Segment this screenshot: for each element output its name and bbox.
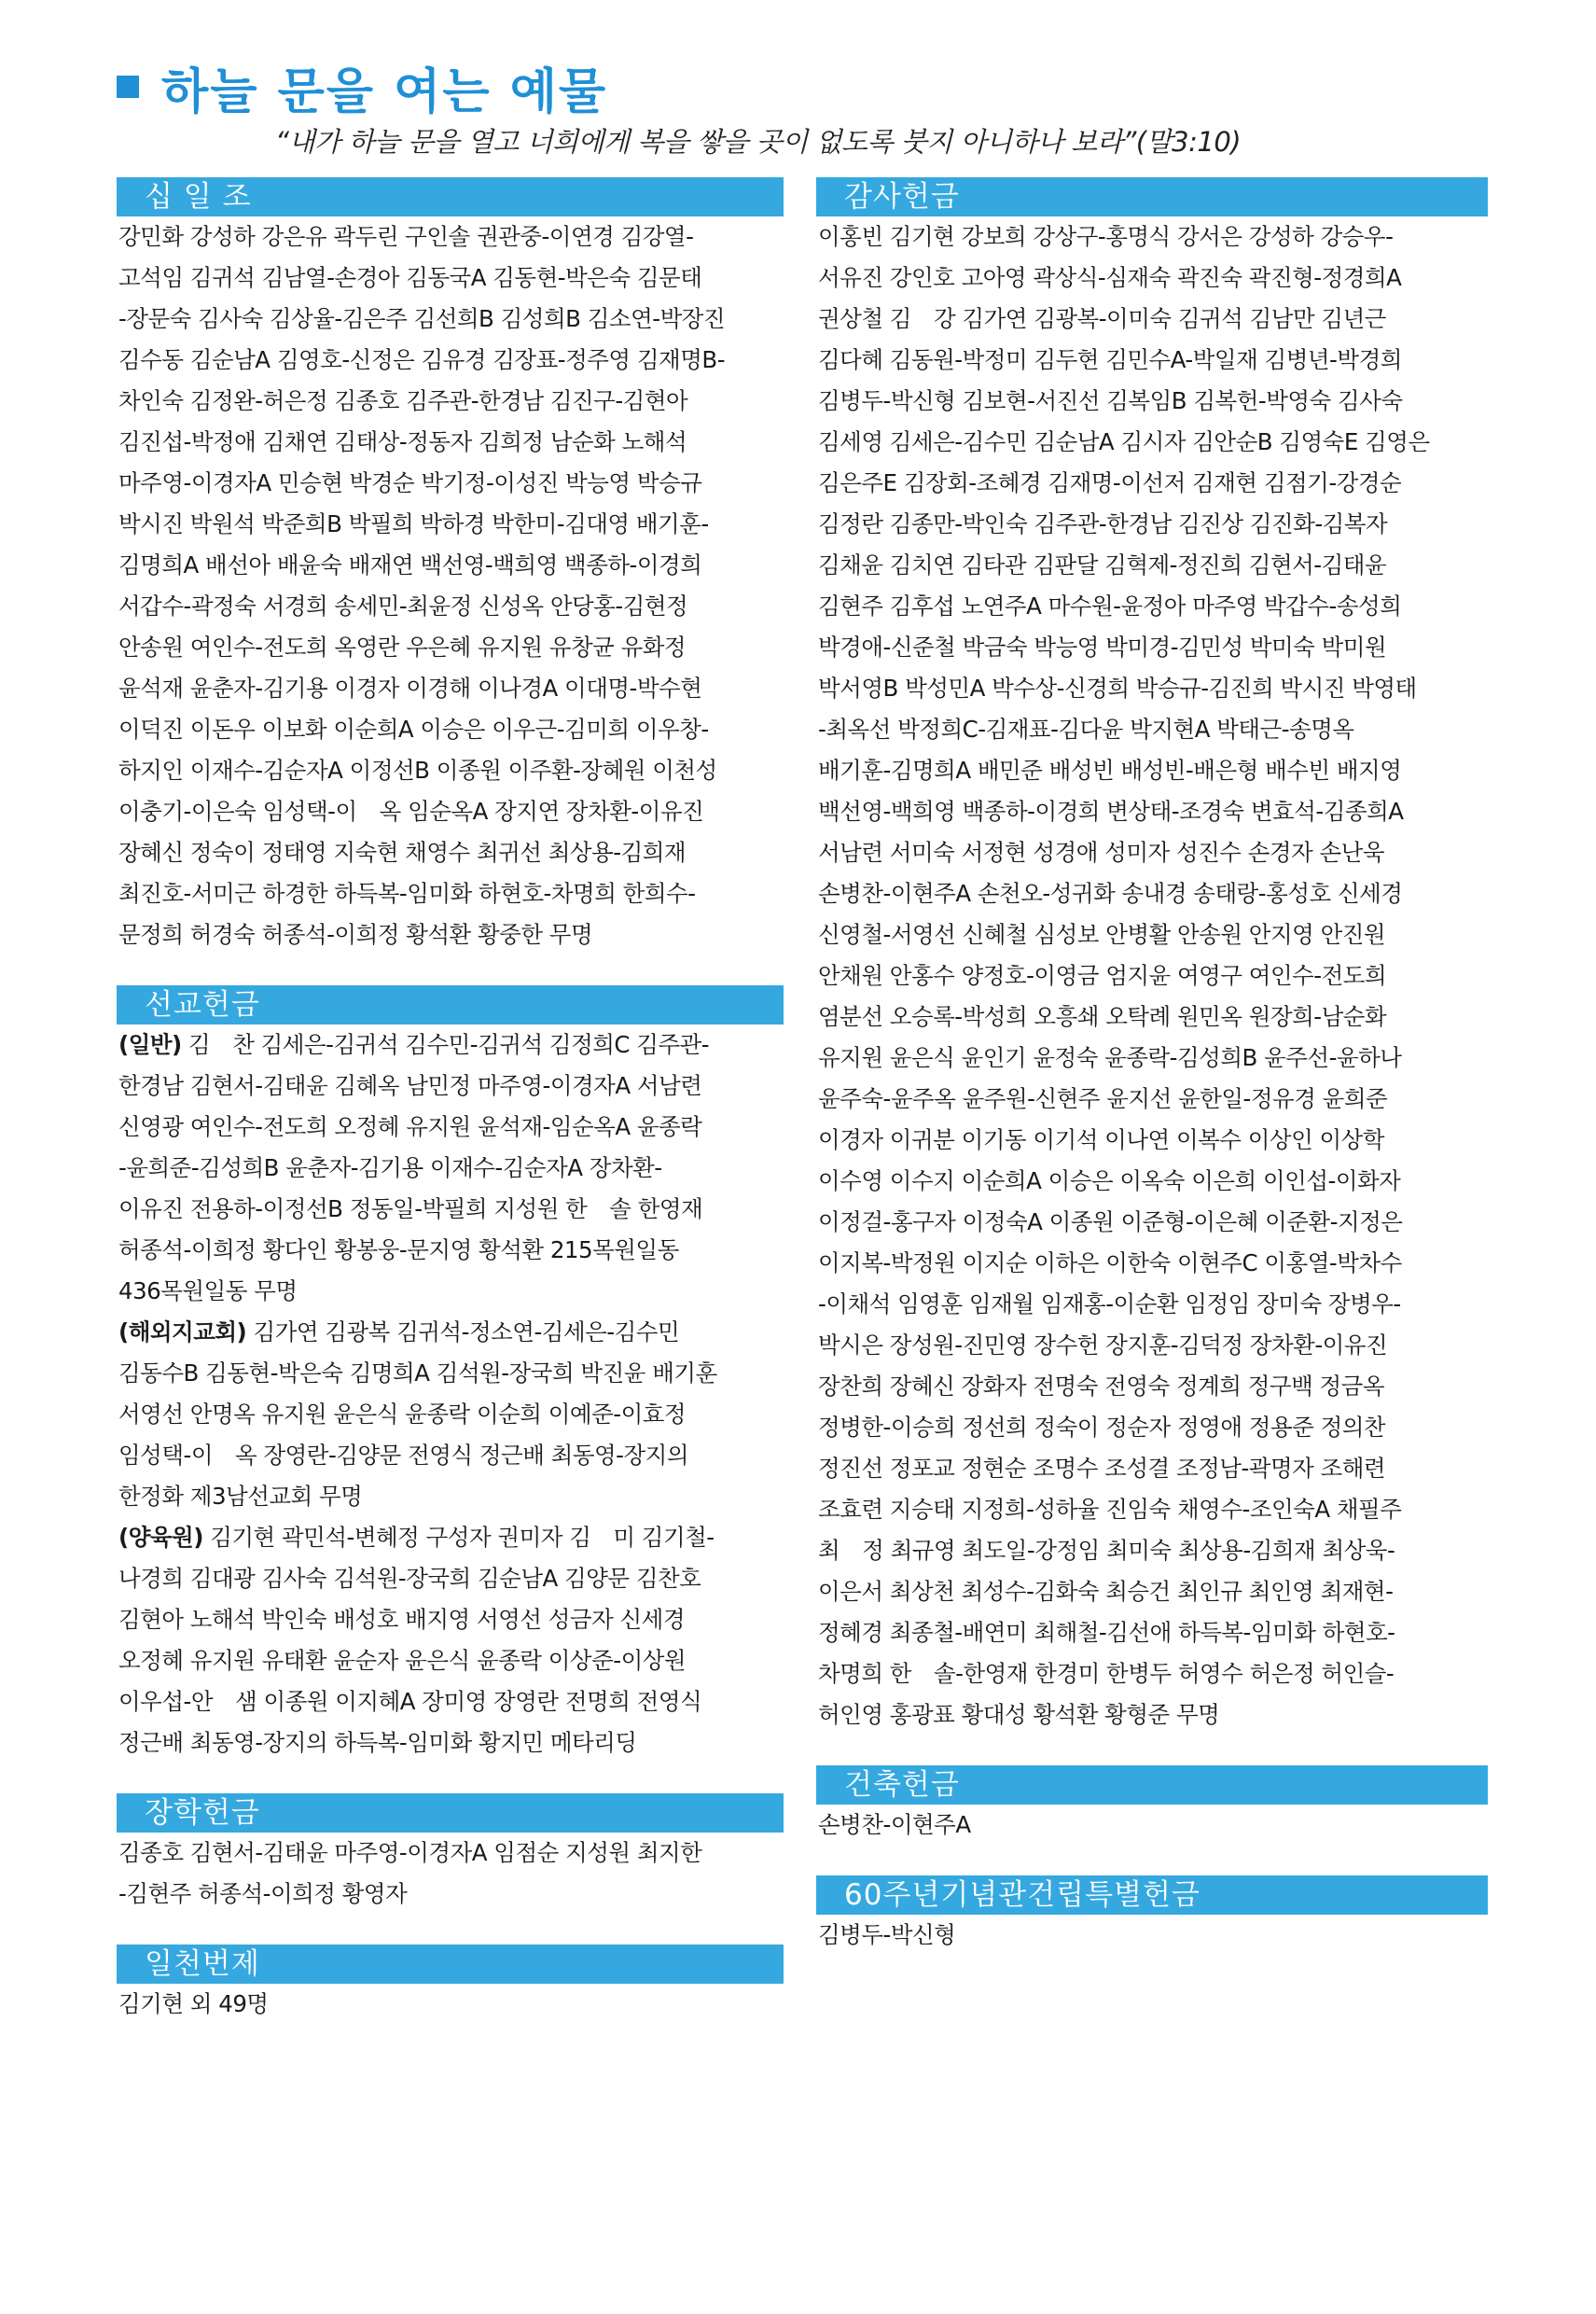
section-thanks xyxy=(816,177,1488,1736)
group-first-line xyxy=(118,1312,784,1353)
name-line: 장혜신 정숙이 정태영 지숙현 채영수 최귀선 최상용-김희재 xyxy=(118,839,687,866)
name-line: -김현주 허종석-이희정 황영자 xyxy=(118,1880,408,1907)
name-line: 손병찬-이현주A xyxy=(818,1811,971,1838)
name-line: 유지원 윤은식 윤인기 윤정숙 윤종락-김성희B 윤주선-윤하나 xyxy=(818,1044,1402,1071)
name-line: 김명희A 배선아 배윤숙 배재연 백선영-백희영 백종하-이경희 xyxy=(118,551,702,578)
name-line: 정혜경 최종철-배연미 최해철-김선애 하득복-임미화 하현호- xyxy=(818,1619,1395,1646)
name-line: 안송원 여인수-전도희 옥영란 우은혜 유지원 유창균 유화정 xyxy=(118,634,687,661)
name-line: 서유진 강인호 고아영 곽상식-심재숙 곽진숙 곽진형-정경희A xyxy=(818,264,1402,291)
name-line: 이지복-박정원 이지순 이하은 이한숙 이현주C 이홍열-박차수 xyxy=(818,1249,1402,1276)
name-line: 손병찬-이현주A 손천오-성귀화 송내경 송태랑-홍성호 신세경 xyxy=(818,880,1403,907)
name-line: 한경남 김현서-김태윤 김혜옥 남민정 마주영-이경자A 서남련 xyxy=(118,1072,702,1099)
name-line: 허인영 홍광표 황대성 황석환 황형준 무명 xyxy=(818,1701,1220,1728)
name-line: 윤주숙-윤주옥 윤주원-신현주 윤지선 윤한일-정유경 윤희준 xyxy=(818,1085,1388,1112)
name-line: 436목원일동 무명 xyxy=(118,1277,298,1304)
name-list xyxy=(816,1805,1488,1846)
group-label: (해외지교회) xyxy=(118,1318,247,1345)
group-first-text: 김기현 곽민석-변혜정 구성자 권미자 김 미 김기철- xyxy=(202,1524,715,1551)
name-line: 한정화 제3남선교회 무명 xyxy=(118,1483,363,1510)
name-list xyxy=(117,1984,784,2025)
name-line: 신영광 여인수-전도희 오정혜 유지원 윤석재-임순옥A 윤종락 xyxy=(118,1113,702,1140)
name-line: 이우섭-안 샘 이종원 이지혜A 장미영 장영란 전명희 전영식 xyxy=(118,1688,702,1715)
name-line: 고석임 김귀석 김남열-손경아 김동국A 김동현-박은숙 김문태 xyxy=(118,264,702,291)
name-list xyxy=(117,1833,784,1915)
group-first-line xyxy=(118,1025,784,1066)
name-line: 조효련 지승태 지정희-성하율 진임숙 채영수-조인숙A 채필주 xyxy=(818,1496,1402,1523)
name-line: 김수동 김순남A 김영호-신정은 김유경 김장표-정주영 김재명B- xyxy=(118,346,726,373)
name-line: -윤희준-김성희B 윤춘자-김기용 이재수-김순자A 장차환- xyxy=(118,1154,662,1181)
name-line: 이경자 이귀분 이기동 이기석 이나연 이복수 이상인 이상학 xyxy=(818,1126,1385,1153)
name-line: 최 정 최규영 최도일-강정임 최미숙 최상용-김희재 최상욱- xyxy=(818,1537,1395,1564)
name-line: 최진호-서미근 하경한 하득복-임미화 하현호-차명희 한희수- xyxy=(118,880,696,907)
right-column xyxy=(816,177,1488,1956)
name-line: 권상철 김 강 김가연 김광복-이미숙 김귀석 김남만 김년근 xyxy=(818,305,1386,332)
section-mission xyxy=(117,985,784,1763)
name-line: 장찬희 장혜신 장화자 전명숙 전영숙 정계희 정구백 정금옥 xyxy=(818,1373,1385,1400)
section-tithe xyxy=(117,177,784,955)
name-line: 김채윤 김치연 김타관 김판달 김혁제-정진희 김현서-김태윤 xyxy=(818,551,1387,578)
name-line: 염분선 오승록-박성희 오흥쇄 오탁례 원민옥 원장희-남순화 xyxy=(818,1003,1387,1030)
name-list xyxy=(816,1915,1488,1956)
name-line: 이홍빈 김기현 강보희 강상구-홍명식 강서은 강성하 강승우- xyxy=(818,223,1394,250)
name-line: 강민화 강성하 강은유 곽두린 구인솔 권관중-이연경 김강열- xyxy=(118,223,694,250)
name-line: 안채원 안홍수 양정호-이영금 엄지윤 여영구 여인수-전도희 xyxy=(818,962,1387,989)
section-title: 일천번제 xyxy=(117,1945,784,1984)
name-line: 김은주E 김장회-조혜경 김재명-이선저 김재현 김점기-강경순 xyxy=(818,469,1402,496)
name-line: 서갑수-곽정숙 서경희 송세민-최윤정 신성옥 안당홍-김현정 xyxy=(118,592,688,620)
name-line: 윤석재 윤춘자-김기용 이경자 이경해 이나경A 이대명-박수현 xyxy=(118,675,702,702)
name-line: 서남련 서미숙 서정현 성경애 성미자 성진수 손경자 손난욱 xyxy=(818,839,1385,866)
name-line: 임성택-이 옥 장영란-김양문 전영식 정근배 최동영-장지의 xyxy=(118,1442,689,1469)
section-title: 장학헌금 xyxy=(117,1793,784,1833)
section-building xyxy=(816,1765,1488,1846)
name-line: 이은서 최상천 최성수-김화숙 최승건 최인규 최인영 최재현- xyxy=(818,1578,1394,1605)
group-first-text: 김 찬 김세은-김귀석 김수민-김귀석 김정희C 김주관- xyxy=(181,1031,710,1058)
name-line: 정진선 정포교 정현순 조명수 조성결 조정남-곽명자 조해련 xyxy=(818,1455,1386,1482)
name-line: 차인숙 김정완-허은정 김종호 김주관-한경남 김진구-김현아 xyxy=(118,387,688,414)
name-line: 하지인 이재수-김순자A 이정선B 이종원 이주환-장혜원 이천성 xyxy=(118,757,717,784)
name-line: 이충기-이은숙 임성택-이 옥 임순옥A 장지연 장차환-이유진 xyxy=(118,798,704,825)
name-line: 정근배 최동영-장지의 하득복-임미화 황지민 메타리딩 xyxy=(118,1729,637,1756)
square-bullet-icon xyxy=(117,76,139,98)
page-title: 하늘 문을 여는 예물 xyxy=(161,63,608,120)
name-line: 정병한-이승희 정선희 정숙이 정순자 정영애 정용준 정의찬 xyxy=(818,1414,1386,1441)
name-line: 김정란 김종만-박인숙 김주관-한경남 김진상 김진화-김복자 xyxy=(818,510,1388,537)
name-list xyxy=(117,216,784,955)
name-line: -이채석 임영훈 임재월 임재홍-이순환 임정임 장미숙 장병우- xyxy=(818,1290,1401,1317)
section-title: 선교헌금 xyxy=(117,985,784,1025)
mission-groups xyxy=(117,1025,784,1763)
group-first-text: 김가연 김광복 김귀석-정소연-김세은-김수민 xyxy=(246,1318,680,1345)
section-anniversary xyxy=(816,1875,1488,1956)
group-label: (일반) xyxy=(118,1031,182,1058)
name-line: 김병두-박신형 xyxy=(818,1921,956,1948)
name-line: 김현아 노해석 박인숙 배성호 배지영 서영선 성금자 신세경 xyxy=(118,1606,686,1633)
name-line: 박서영B 박성민A 박수상-신경희 박승규-김진희 박시진 박영태 xyxy=(818,675,1417,702)
section-title: 건축헌금 xyxy=(816,1765,1488,1805)
name-line: 백선영-백희영 백종하-이경희 변상태-조경숙 변효석-김종희A xyxy=(818,798,1404,825)
name-line: 나경희 김대광 김사숙 김석원-장국희 김순남A 김양문 김찬호 xyxy=(118,1565,701,1592)
name-line: 허종석-이희정 황다인 황봉웅-문지영 황석환 215목원일동 xyxy=(118,1236,679,1263)
name-line: 김기현 외 49명 xyxy=(118,1990,269,2017)
page-header xyxy=(117,54,607,119)
name-line: 마주영-이경자A 민승현 박경순 박기정-이성진 박능영 박승규 xyxy=(118,469,702,496)
left-column xyxy=(117,177,784,2025)
name-line: -최옥선 박정희C-김재표-김다윤 박지현A 박태근-송명옥 xyxy=(818,716,1354,743)
name-line: 배기훈-김명희A 배민준 배성빈 배성빈-배은형 배수빈 배지영 xyxy=(818,757,1402,784)
section-firstfruit xyxy=(117,1945,784,2025)
section-title: 십 일 조 xyxy=(117,177,784,216)
name-line: 김종호 김현서-김태윤 마주영-이경자A 임점순 지성원 최지한 xyxy=(118,1839,702,1866)
name-line: 이덕진 이돈우 이보화 이순희A 이승은 이우근-김미희 이우창- xyxy=(118,716,709,743)
name-line: 박시진 박원석 박준희B 박필희 박하경 박한미-김대영 배기훈- xyxy=(118,510,709,537)
name-line: 김병두-박신형 김보현-서진선 김복임B 김복헌-박영숙 김사숙 xyxy=(818,387,1403,414)
section-title: 60주년기념관건립특별헌금 xyxy=(816,1875,1488,1915)
section-scholarship xyxy=(117,1793,784,1915)
name-line: 서영선 안명옥 유지원 윤은식 윤종락 이순희 이예준-이효정 xyxy=(118,1401,687,1428)
name-line: 김현주 김후섭 노연주A 마수원-윤정아 마주영 박갑수-송성희 xyxy=(818,592,1402,620)
name-line: 김세영 김세은-김수민 김순남A 김시자 김안순B 김영숙E 김영은 xyxy=(818,428,1430,455)
name-line: 이유진 전용하-이정선B 정동일-박필희 지성원 한 솔 한영재 xyxy=(118,1195,703,1222)
bible-verse: “내가 하늘 문을 열고 너희에게 복을 쌓을 곳이 없도록 붓지 아니하나 보라”(말3:10) xyxy=(275,126,1242,158)
name-line: 문정희 허경숙 허종석-이희정 황석환 황중한 무명 xyxy=(118,921,593,948)
name-line: 박경애-신준철 박금숙 박능영 박미경-김민성 박미숙 박미원 xyxy=(818,634,1387,661)
name-line: 김동수B 김동현-박은숙 김명희A 김석원-장국희 박진윤 배기훈 xyxy=(118,1359,717,1387)
name-line: 이수영 이수지 이순희A 이승은 이옥숙 이은희 이인섭-이화자 xyxy=(818,1167,1401,1194)
group-first-line xyxy=(118,1517,784,1558)
group-label: (양육원) xyxy=(118,1524,203,1551)
section-title: 감사헌금 xyxy=(816,177,1488,216)
name-line: -장문숙 김사숙 김상율-김은주 김선희B 김성희B 김소연-박장진 xyxy=(118,305,726,332)
name-line: 김진섭-박정애 김채연 김태상-정동자 김희정 남순화 노해석 xyxy=(118,428,687,455)
name-line: 박시은 장성원-진민영 장수헌 장지훈-김덕정 장차환-이유진 xyxy=(818,1331,1388,1359)
name-list xyxy=(816,216,1488,1736)
name-line: 이정걸-홍구자 이정숙A 이종원 이준형-이은혜 이준환-지정은 xyxy=(818,1208,1403,1235)
name-line: 김다혜 김동원-박정미 김두현 김민수A-박일재 김병년-박경희 xyxy=(818,346,1402,373)
name-line: 오정혜 유지원 유태환 윤순자 윤은식 윤종락 이상준-이상원 xyxy=(118,1647,687,1674)
name-line: 차명희 한 솔-한영재 한경미 한병두 허영수 허은정 허인슬- xyxy=(818,1660,1395,1687)
name-line: 신영철-서영선 신혜철 심성보 안병활 안송원 안지영 안진원 xyxy=(818,921,1386,948)
